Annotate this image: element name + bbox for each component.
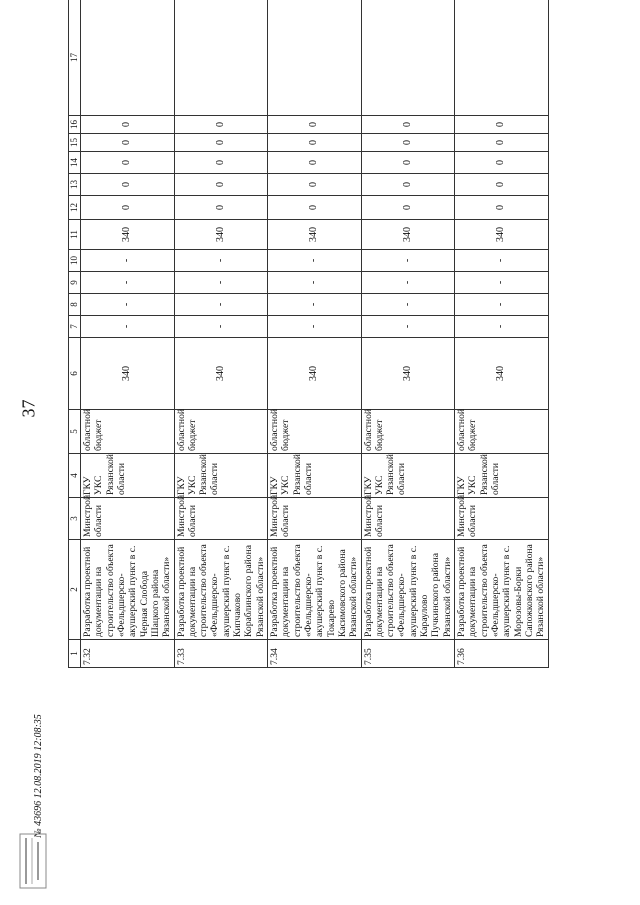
year-col-10: -	[361, 250, 455, 272]
year-col-13: 0	[361, 174, 455, 196]
row-number: 7.34	[268, 640, 362, 668]
year-col-10: -	[268, 250, 362, 272]
year-col-14: 0	[361, 152, 455, 174]
measure-name: Разработка проектной документации на строительство объекта «Фельдшерско-акушерский пункт в с. Караулово Пучкинского района Рязанской области»	[361, 540, 455, 640]
year-col-8: -	[361, 294, 455, 316]
note-cell	[455, 0, 549, 116]
column-header: 4	[69, 454, 81, 498]
executor: ГКУ УКС Рязанской области	[455, 454, 549, 498]
year-col-7: -	[268, 316, 362, 338]
year-col-13: 0	[455, 174, 549, 196]
footer	[14, 688, 54, 898]
year-col-11: 340	[455, 220, 549, 250]
table-row	[174, 0, 268, 668]
year-col-15: 0	[455, 134, 549, 152]
year-col-7: -	[174, 316, 268, 338]
responsible-body: Минстрой области	[455, 498, 549, 540]
year-col-15: 0	[268, 134, 362, 152]
year-col-12: 0	[81, 196, 175, 220]
year-col-7: -	[361, 316, 455, 338]
year-col-13: 0	[81, 174, 175, 196]
column-header: 10	[69, 250, 81, 272]
total-amount: 340	[455, 338, 549, 410]
year-col-9: -	[455, 272, 549, 294]
responsible-body: Минстрой области	[81, 498, 175, 540]
column-header: 8	[69, 294, 81, 316]
column-header: 3	[69, 498, 81, 540]
funding-source: областной бюджет	[361, 410, 455, 454]
year-col-11: 340	[268, 220, 362, 250]
total-amount: 340	[361, 338, 455, 410]
year-col-11: 340	[174, 220, 268, 250]
note-cell	[81, 0, 175, 116]
year-col-16: 0	[361, 116, 455, 134]
column-header: 2	[69, 540, 81, 640]
emblem-icon	[16, 828, 50, 894]
measure-name: Разработка проектной документации на строительство объекта «Фельдшерско-акушерский пункт в с. Токарево Касимовского района Рязанской области»	[268, 540, 362, 640]
page-number: 37	[18, 399, 39, 418]
year-col-8: -	[268, 294, 362, 316]
executor: ГКУ УКС Рязанской области	[361, 454, 455, 498]
table-container	[68, 20, 547, 668]
year-col-7: -	[455, 316, 549, 338]
funding-source: областной бюджет	[174, 410, 268, 454]
responsible-body: Минстрой области	[361, 498, 455, 540]
year-col-16: 0	[455, 116, 549, 134]
total-amount: 340	[268, 338, 362, 410]
year-col-9: -	[361, 272, 455, 294]
year-col-13: 0	[174, 174, 268, 196]
year-col-10: -	[174, 250, 268, 272]
year-col-16: 0	[268, 116, 362, 134]
column-header: 15	[69, 134, 81, 152]
column-header: 5	[69, 410, 81, 454]
year-col-14: 0	[81, 152, 175, 174]
column-header: 13	[69, 174, 81, 196]
document-id-stamp: № 43696 12.08.2019 12:08:35	[33, 714, 44, 838]
year-col-9: -	[174, 272, 268, 294]
executor: ГКУ УКС Рязанской области	[174, 454, 268, 498]
year-col-9: -	[81, 272, 175, 294]
year-col-14: 0	[455, 152, 549, 174]
table-body	[81, 0, 549, 668]
year-col-12: 0	[361, 196, 455, 220]
year-col-15: 0	[81, 134, 175, 152]
year-col-14: 0	[174, 152, 268, 174]
column-header: 14	[69, 152, 81, 174]
column-header: 17	[69, 0, 81, 116]
column-header: 16	[69, 116, 81, 134]
header-row	[69, 0, 81, 668]
year-col-12: 0	[268, 196, 362, 220]
year-col-15: 0	[361, 134, 455, 152]
year-col-13: 0	[268, 174, 362, 196]
row-number: 7.32	[81, 640, 175, 668]
year-col-10: -	[455, 250, 549, 272]
funding-source: областной бюджет	[81, 410, 175, 454]
year-col-11: 340	[361, 220, 455, 250]
responsible-body: Минстрой области	[268, 498, 362, 540]
year-col-12: 0	[455, 196, 549, 220]
note-cell	[361, 0, 455, 116]
year-col-11: 340	[81, 220, 175, 250]
table-row	[268, 0, 362, 668]
row-number: 7.35	[361, 640, 455, 668]
total-amount: 340	[174, 338, 268, 410]
funding-source: областной бюджет	[268, 410, 362, 454]
column-header: 9	[69, 272, 81, 294]
table-row	[455, 0, 549, 668]
column-header: 11	[69, 220, 81, 250]
year-col-14: 0	[268, 152, 362, 174]
year-col-8: -	[81, 294, 175, 316]
total-amount: 340	[81, 338, 175, 410]
column-header: 1	[69, 640, 81, 668]
year-col-8: -	[455, 294, 549, 316]
responsible-body: Минстрой области	[174, 498, 268, 540]
year-col-16: 0	[174, 116, 268, 134]
row-number: 7.33	[174, 640, 268, 668]
funding-source: областной бюджет	[455, 410, 549, 454]
column-header: 12	[69, 196, 81, 220]
year-col-15: 0	[174, 134, 268, 152]
row-number: 7.36	[455, 640, 549, 668]
executor: ГКУ УКС Рязанской области	[268, 454, 362, 498]
measure-name: Разработка проектной документации на строительство объекта «Фельдшерско-акушерский пункт в с. Черная Слобода Шацкого района Рязанской области»	[81, 540, 175, 640]
year-col-9: -	[268, 272, 362, 294]
year-col-16: 0	[81, 116, 175, 134]
data-table	[68, 0, 549, 668]
executor: ГКУ УКС Рязанской области	[81, 454, 175, 498]
year-col-7: -	[81, 316, 175, 338]
note-cell	[268, 0, 362, 116]
measure-name: Разработка проектной документации на строительство объекта «Фельдшерско-акушерский пункт в с. Кипчаково Кораблинского района Рязанской области»	[174, 540, 268, 640]
table-row	[361, 0, 455, 668]
measure-name: Разработка проектной документации на строительство объекта «Фельдшерско-акушерский пункт в с. Морозовы-Борки Сапожковского района Рязанской области»	[455, 540, 549, 640]
note-cell	[174, 0, 268, 116]
year-col-10: -	[81, 250, 175, 272]
column-header: 7	[69, 316, 81, 338]
column-header: 6	[69, 338, 81, 410]
table-row	[81, 0, 175, 668]
year-col-8: -	[174, 294, 268, 316]
year-col-12: 0	[174, 196, 268, 220]
